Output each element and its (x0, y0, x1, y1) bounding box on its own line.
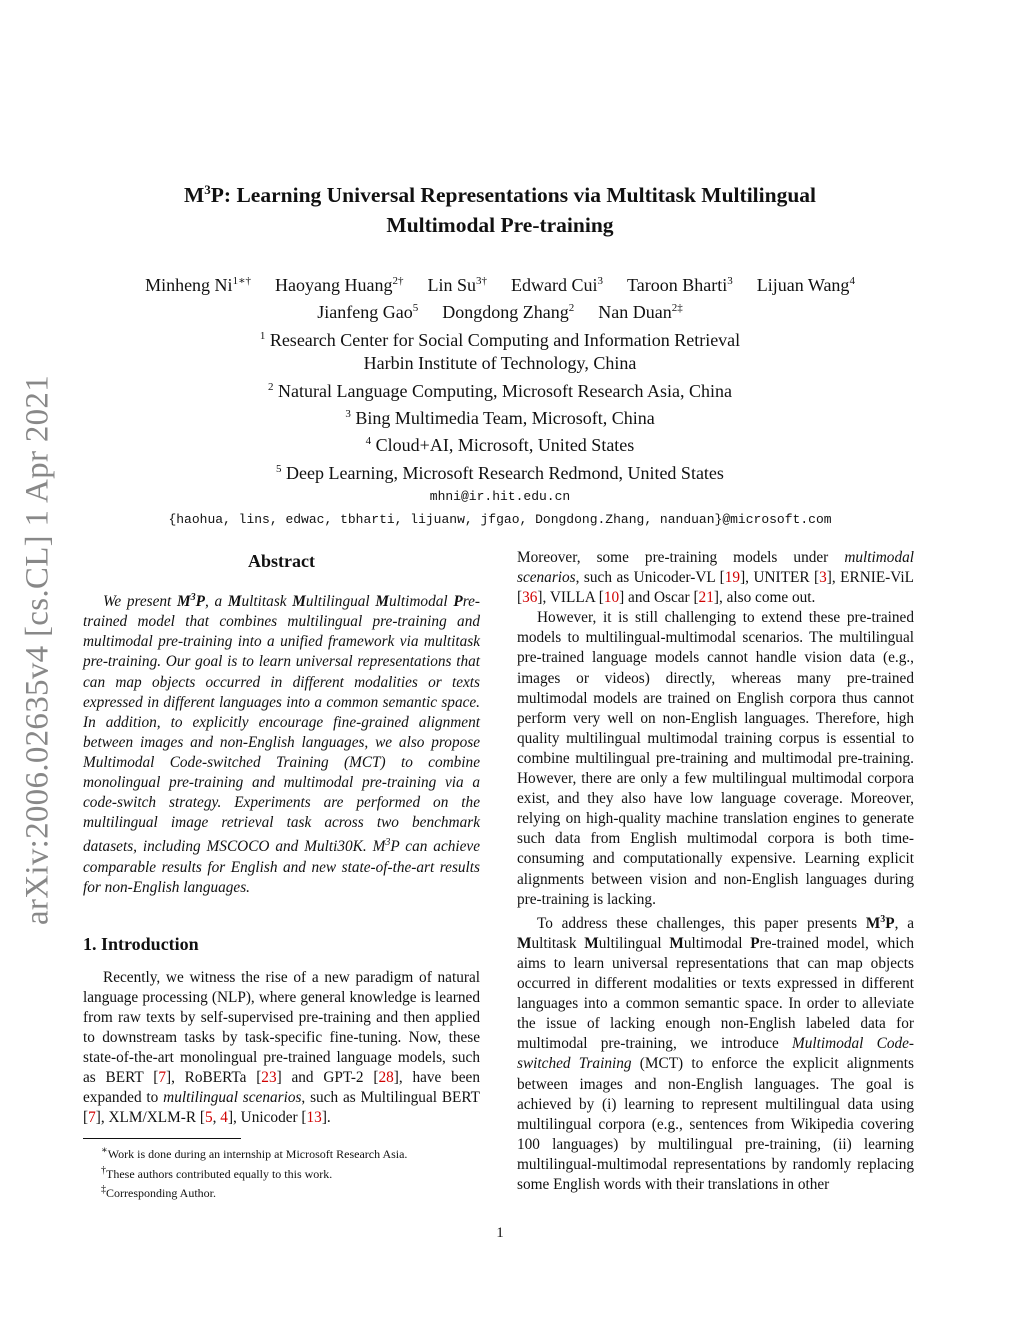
author: Lijuan Wang$^4$ (756, 275, 855, 295)
left-column (83, 548, 480, 1129)
abstract-text: We present $M^3P$, a Multitask Multilingual Multimodal Pre-trained model that combines multilingual pre-training and multimodal pre-training into a unified framework via multitask pre-training. Our goal is to learn universal representations that can map objects occurred in different modalities or texts expressed in different languages into a common semantic space. In addition, to explicitly encourage fine-grained alignment between images and non-English languages, we also propose Multimodal Code-switched Training (MCT) to combine monolingual pre-training and multimodal pre-training via a code-switch strategy. Experiments are performed on the multilingual image retrieval task across two benchmark datasets, including MSCOCO and Multi30K. $M^3P$ can achieve comparable results for English and new state-of-the-art results for non-English languages. (83, 592, 480, 896)
footnotes (83, 1138, 480, 1202)
author: Jianfeng Gao$^5$ (317, 302, 419, 323)
right-column (517, 548, 914, 1195)
email-group: {haohua, lins, edwac, tbharti, lijuanw, jfgao, Dongdong.Zhang, nanduan}@microsoft.com (168, 512, 832, 528)
paper-title: $M^3P$: Learning Universal Representations via Multitask Multilingual Multimodal Pre-training (184, 182, 816, 238)
affiliation: $^4$ Cloud+AI, Microsoft, United States (365, 435, 635, 456)
citation-link[interactable]: 5 (204, 1109, 213, 1127)
citation-link[interactable]: 19 (724, 569, 741, 587)
page-number: 1 (496, 1225, 504, 1241)
author: Edward Cui$^3$ (511, 275, 604, 295)
footnote: ∗Work is done during an internship at Microsoft Research Asia. (101, 1145, 408, 1161)
affiliation: Harbin Institute of Technology, China (363, 353, 637, 374)
citation-link[interactable]: 4 (220, 1109, 228, 1127)
author: Haoyang Huang$^{2\dagger}$ (275, 275, 404, 295)
intro-paragraph: Recently, we witness the rise of a new paradigm of natural language processing (NLP), where general knowledge is learned from raw texts by self-supervised pre-training and then applied to downstream tasks by task-specific fine-tuning. Now, these state-of-the-art monolingual pre-trained language models, such as BERT [7], RoBERTa [23] and GPT-2 [28], have been expanded to multilingual scenarios, such as Multilingual BERT [7], XLM/XLM-R [5, 4], Unicoder [13]. (83, 968, 480, 1127)
body-paragraph: To address these challenges, this paper presents $M^3P$, a Multitask Multilingual Multimodal Pre-trained model, which aims to learn universal representations that can map objects occurred in different modalities or texts expressed in different languages into a common semantic space. In order to alleviate the issue of lacking enough non-English labeled data for multimodal pre-training, we introduce Multimodal Code-switched Training (MCT) to enforce the explicit alignments between images and non-English languages. The goal is achieved by (i) learning to represent multilingual data using multilingual corpora (e.g., sentences from Wikipedia covering 100 languages) by multilingual pre-training, (ii) learning multilingual-multimodal representations by randomly replacing some English words with their translations in other (517, 913, 915, 1193)
citation-link[interactable]: 28 (378, 1069, 394, 1087)
citation-link[interactable]: 36 (522, 589, 538, 607)
footnote: ‡Corresponding Author. (101, 1184, 216, 1200)
footnote: †These authors contributed equally to this work. (101, 1164, 333, 1181)
footnote-rule (83, 1138, 241, 1139)
affiliation: $^2$ Natural Language Computing, Microsoft Research Asia, China (268, 380, 732, 401)
affiliation: $^3$ Bing Multimedia Team, Microsoft, China (345, 408, 655, 429)
citation-link[interactable]: 13 (306, 1109, 322, 1127)
author-row-1 (80, 270, 920, 297)
citation-link[interactable]: 10 (603, 589, 620, 607)
citation-link[interactable]: 3 (819, 569, 827, 587)
affiliation: $^1$ Research Center for Social Computing and Information Retrieval (259, 329, 741, 350)
arxiv-stamp: arXiv:2006.02635v4 [cs.CL] 1 Apr 2021 (19, 374, 56, 926)
email-primary: mhni@ir.hit.edu.cn (429, 489, 571, 505)
author-block (80, 270, 920, 531)
affiliation: $^5$ Deep Learning, Microsoft Research Redmond, United States (276, 462, 724, 483)
section-heading-introduction: 1. Introduction (83, 933, 199, 954)
author: Nan Duan$^{2\ddagger}$ (598, 302, 683, 323)
author: Dongdong Zhang$^2$ (442, 302, 575, 323)
author: Taroon Bharti$^3$ (627, 275, 733, 295)
author: Minheng $Ni^{1∗\dagger}$ (145, 275, 252, 295)
citation-link[interactable]: 23 (261, 1069, 277, 1087)
citation-link[interactable]: 7 (88, 1109, 96, 1127)
abstract-heading: Abstract (248, 551, 315, 571)
body-paragraph: Moreover, some pre-training models under multimodal scenarios, such as Unicoder-VL [19], UNITER [3], ERNIE-ViL [36], VILLA [10] and Oscar [21], also come out. (517, 549, 915, 607)
citation-link[interactable]: 7 (158, 1069, 166, 1087)
author: Lin $Su^{3\dagger}$ (427, 275, 488, 295)
citation-link[interactable]: 21 (698, 589, 714, 607)
author-row-2 (80, 297, 920, 324)
body-paragraph: However, it is still challenging to extend these pre-trained models to multilingual-multimodal scenarios. The multilingual pre-trained language models cannot handle vision data (e.g., images or videos) directly, whereas many pre-trained multimodal models are trained on English corpora thus cannot perform very well on non-English languages. Therefore, high quality multilingual multimodal training corpus is essential to combine multilingual pre-training and multimodal pre-training. However, there are only a few multilingual multimodal corpora exist, and they also have low language coverage. Moreover, relying on high-quality machine translation engines to generate such data from English multimodal corpora is both time-consuming and computationally expensive. Learning explicit alignments between vision and non-English languages during pre-training is lacking. (517, 609, 914, 908)
